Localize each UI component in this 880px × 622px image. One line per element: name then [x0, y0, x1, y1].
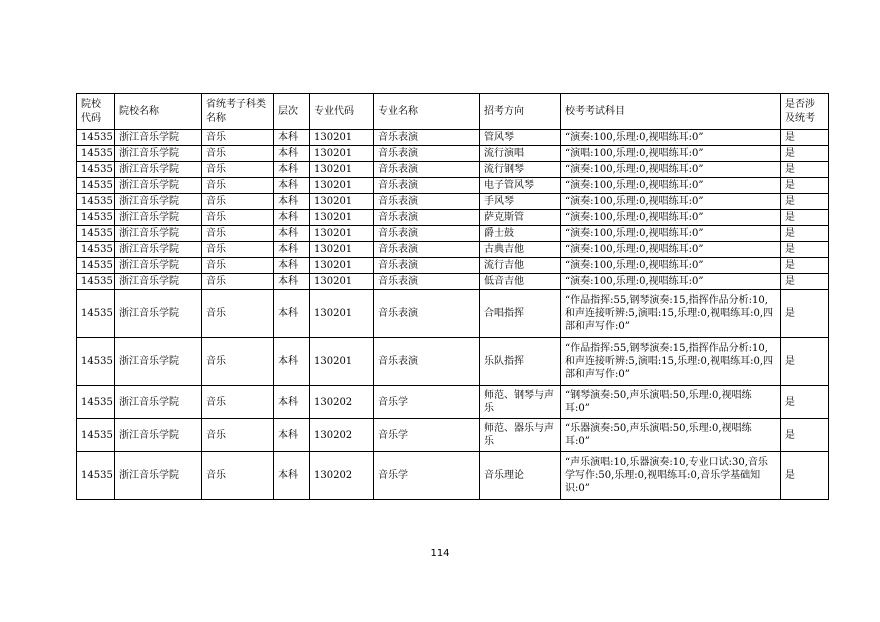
cell-direction: 合唱指挥 [480, 290, 561, 338]
cell-code: 14535 [77, 274, 115, 290]
cell-school: 浙江音乐学院 [115, 178, 202, 194]
cell-direction: 电子管风琴 [480, 178, 561, 194]
table-row [77, 290, 829, 338]
cell-exam: “演奏:100,乐理:0,视唱练耳:0” [561, 274, 781, 290]
cell-level: 本科 [274, 258, 310, 274]
cell-category: 音乐 [202, 226, 274, 242]
cell-school: 浙江音乐学院 [115, 452, 202, 500]
table-row [77, 274, 829, 290]
cell-exam: “演奏:100,乐理:0,视唱练耳:0” [561, 162, 781, 178]
cell-school: 浙江音乐学院 [115, 290, 202, 338]
cell-direction: 低音吉他 [480, 274, 561, 290]
cell-major-code: 130201 [310, 194, 374, 210]
cell-unified: 是 [781, 386, 829, 419]
cell-major: 音乐表演 [374, 290, 480, 338]
cell-major-code: 130202 [310, 386, 374, 419]
cell-code: 14535 [77, 386, 115, 419]
col-header-exam-subjects: 校考考试科目 [561, 94, 781, 130]
cell-unified: 是 [781, 338, 829, 386]
cell-major-code: 130201 [310, 290, 374, 338]
cell-direction: 音乐理论 [480, 452, 561, 500]
col-header-direction: 招考方向 [480, 94, 561, 130]
cell-major-code: 130201 [310, 162, 374, 178]
cell-direction: 爵士鼓 [480, 226, 561, 242]
cell-school: 浙江音乐学院 [115, 130, 202, 146]
cell-major: 音乐表演 [374, 146, 480, 162]
cell-category: 音乐 [202, 194, 274, 210]
cell-major: 音乐表演 [374, 226, 480, 242]
cell-school: 浙江音乐学院 [115, 419, 202, 452]
cell-direction: 流行演唱 [480, 146, 561, 162]
cell-direction: 萨克斯管 [480, 210, 561, 226]
table-row [77, 162, 829, 178]
cell-direction: 乐队指挥 [480, 338, 561, 386]
cell-category: 音乐 [202, 162, 274, 178]
table-row [77, 452, 829, 500]
table-row [77, 194, 829, 210]
enrollment-table [76, 93, 829, 500]
cell-level: 本科 [274, 338, 310, 386]
cell-major-code: 130201 [310, 210, 374, 226]
cell-code: 14535 [77, 258, 115, 274]
cell-exam: “演奏:100,乐理:0,视唱练耳:0” [561, 226, 781, 242]
cell-major: 音乐表演 [374, 194, 480, 210]
cell-major: 音乐表演 [374, 338, 480, 386]
cell-level: 本科 [274, 162, 310, 178]
cell-unified: 是 [781, 274, 829, 290]
cell-category: 音乐 [202, 338, 274, 386]
cell-exam: “演奏:100,乐理:0,视唱练耳:0” [561, 194, 781, 210]
cell-major-code: 130201 [310, 258, 374, 274]
cell-code: 14535 [77, 130, 115, 146]
cell-code: 14535 [77, 242, 115, 258]
cell-code: 14535 [77, 419, 115, 452]
cell-unified: 是 [781, 146, 829, 162]
cell-unified: 是 [781, 162, 829, 178]
cell-category: 音乐 [202, 258, 274, 274]
cell-school: 浙江音乐学院 [115, 146, 202, 162]
cell-major-code: 130201 [310, 226, 374, 242]
cell-major: 音乐学 [374, 452, 480, 500]
cell-category: 音乐 [202, 242, 274, 258]
cell-major-code: 130201 [310, 338, 374, 386]
cell-direction: 流行钢琴 [480, 162, 561, 178]
cell-major-code: 130201 [310, 274, 374, 290]
cell-level: 本科 [274, 452, 310, 500]
cell-exam: “声乐演唱:10,乐器演奏:10,专业口试:30,音乐学写作:50,乐理:0,视唱练耳:0,音乐学基础知识:0” [561, 452, 781, 500]
table-row [77, 146, 829, 162]
cell-unified: 是 [781, 290, 829, 338]
col-header-school-code: 院校代码 [77, 94, 115, 130]
cell-level: 本科 [274, 386, 310, 419]
cell-level: 本科 [274, 178, 310, 194]
cell-exam: “演唱:100,乐理:0,视唱练耳:0” [561, 146, 781, 162]
cell-category: 音乐 [202, 386, 274, 419]
cell-level: 本科 [274, 210, 310, 226]
cell-major: 音乐学 [374, 419, 480, 452]
cell-school: 浙江音乐学院 [115, 194, 202, 210]
cell-exam: “作品指挥:55,钢琴演奏:15,指挥作品分析:10,和声连接听辨:5,演唱:15,乐理:0,视唱练耳:0,四部和声写作:0” [561, 290, 781, 338]
cell-unified: 是 [781, 178, 829, 194]
cell-level: 本科 [274, 290, 310, 338]
cell-exam: “演奏:100,乐理:0,视唱练耳:0” [561, 242, 781, 258]
table-row [77, 258, 829, 274]
cell-major-code: 130202 [310, 452, 374, 500]
cell-unified: 是 [781, 452, 829, 500]
cell-unified: 是 [781, 242, 829, 258]
cell-unified: 是 [781, 258, 829, 274]
col-header-unified-exam: 是否涉及统考 [781, 94, 829, 130]
cell-exam: “钢琴演奏:50,声乐演唱:50,乐理:0,视唱练耳:0” [561, 386, 781, 419]
cell-category: 音乐 [202, 130, 274, 146]
table-row [77, 242, 829, 258]
cell-direction: 流行吉他 [480, 258, 561, 274]
cell-school: 浙江音乐学院 [115, 258, 202, 274]
col-header-level: 层次 [274, 94, 310, 130]
cell-level: 本科 [274, 274, 310, 290]
cell-code: 14535 [77, 226, 115, 242]
cell-exam: “乐器演奏:50,声乐演唱:50,乐理:0,视唱练耳:0” [561, 419, 781, 452]
cell-major: 音乐表演 [374, 162, 480, 178]
cell-school: 浙江音乐学院 [115, 226, 202, 242]
cell-major: 音乐表演 [374, 130, 480, 146]
cell-major: 音乐表演 [374, 258, 480, 274]
cell-level: 本科 [274, 226, 310, 242]
cell-category: 音乐 [202, 274, 274, 290]
cell-major-code: 130201 [310, 242, 374, 258]
cell-exam: “演奏:100,乐理:0,视唱练耳:0” [561, 258, 781, 274]
cell-major-code: 130202 [310, 419, 374, 452]
cell-school: 浙江音乐学院 [115, 210, 202, 226]
cell-category: 音乐 [202, 210, 274, 226]
col-header-major-name: 专业名称 [374, 94, 480, 130]
cell-exam: “演奏:100,乐理:0,视唱练耳:0” [561, 178, 781, 194]
col-header-school-name: 院校名称 [115, 94, 202, 130]
cell-major: 音乐表演 [374, 242, 480, 258]
table-row [77, 338, 829, 386]
cell-code: 14535 [77, 290, 115, 338]
table-header-row [77, 94, 829, 130]
col-header-major-code: 专业代码 [310, 94, 374, 130]
cell-direction: 师范、器乐与声乐 [480, 419, 561, 452]
cell-category: 音乐 [202, 290, 274, 338]
cell-exam: “作品指挥:55,钢琴演奏:15,指挥作品分析:10,和声连接听辨:5,演唱:15,乐理:0,视唱练耳:0,四部和声写作:0” [561, 338, 781, 386]
cell-unified: 是 [781, 226, 829, 242]
cell-exam: “演奏:100,乐理:0,视唱练耳:0” [561, 210, 781, 226]
cell-unified: 是 [781, 130, 829, 146]
cell-major-code: 130201 [310, 178, 374, 194]
cell-level: 本科 [274, 146, 310, 162]
cell-major: 音乐学 [374, 386, 480, 419]
cell-code: 14535 [77, 210, 115, 226]
cell-major-code: 130201 [310, 146, 374, 162]
cell-direction: 手风琴 [480, 194, 561, 210]
cell-code: 14535 [77, 178, 115, 194]
cell-direction: 师范、钢琴与声乐 [480, 386, 561, 419]
table-row [77, 226, 829, 242]
cell-major: 音乐表演 [374, 178, 480, 194]
cell-direction: 管风琴 [480, 130, 561, 146]
table-row [77, 419, 829, 452]
cell-code: 14535 [77, 162, 115, 178]
cell-major: 音乐表演 [374, 210, 480, 226]
cell-level: 本科 [274, 194, 310, 210]
cell-major: 音乐表演 [374, 274, 480, 290]
cell-level: 本科 [274, 130, 310, 146]
cell-school: 浙江音乐学院 [115, 338, 202, 386]
cell-direction: 古典吉他 [480, 242, 561, 258]
cell-exam: “演奏:100,乐理:0,视唱练耳:0” [561, 130, 781, 146]
cell-unified: 是 [781, 419, 829, 452]
cell-category: 音乐 [202, 419, 274, 452]
cell-level: 本科 [274, 419, 310, 452]
cell-school: 浙江音乐学院 [115, 274, 202, 290]
col-header-category: 省统考子科类名称 [202, 94, 274, 130]
cell-major-code: 130201 [310, 130, 374, 146]
cell-category: 音乐 [202, 452, 274, 500]
cell-code: 14535 [77, 338, 115, 386]
cell-code: 14535 [77, 146, 115, 162]
table-row [77, 178, 829, 194]
cell-school: 浙江音乐学院 [115, 386, 202, 419]
cell-unified: 是 [781, 210, 829, 226]
table-row [77, 210, 829, 226]
cell-category: 音乐 [202, 178, 274, 194]
cell-level: 本科 [274, 242, 310, 258]
page-number: 114 [430, 548, 450, 559]
table-row [77, 130, 829, 146]
cell-school: 浙江音乐学院 [115, 242, 202, 258]
cell-school: 浙江音乐学院 [115, 162, 202, 178]
cell-code: 14535 [77, 452, 115, 500]
cell-code: 14535 [77, 194, 115, 210]
cell-unified: 是 [781, 194, 829, 210]
cell-category: 音乐 [202, 146, 274, 162]
table-row [77, 386, 829, 419]
